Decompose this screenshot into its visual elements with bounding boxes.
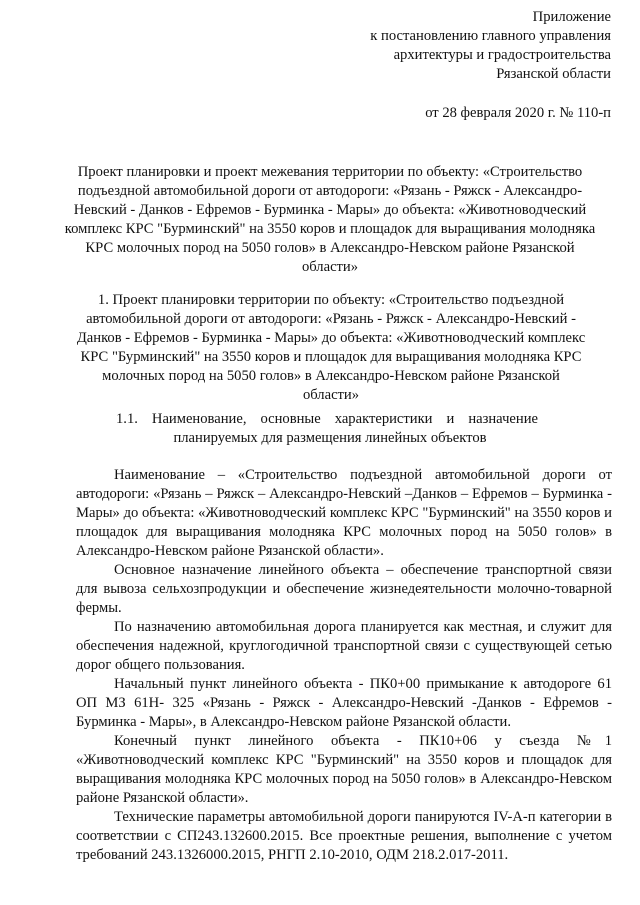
subsection-heading [100,410,560,448]
section-heading: 1. Проект планировки территории по объекту: «Строительство подъездной автомобильной дороги от автодороги: «Рязань - Ряжск - Александро-Невский - Данков - Ефремов - Бурминка - Мары» до объекта: «Животноводческий комплекс КРС "Бурминский" на 3550 коров и площадок для выращивания молодняка КРС молочных пород на 5050 голов» в Александро-Невском районе Рязанской области» [76,292,586,403]
body-text [76,466,612,865]
appendix-line: Рязанской области [496,66,611,82]
appendix-line: архитектуры и градостроительства [393,47,611,63]
subsection-heading-line: планируемых для размещения линейных объектов [173,430,487,446]
appendix-block [370,8,611,84]
paragraph: Основное назначение линейного объекта – обеспечение транспортной связи для вывоза сельхозпродукции и обеспечение жизнедеятельности молочно-товарной фермы. [76,562,612,616]
paragraph: Конечный пункт линейного объекта - ПК10+06 у съезда №1 «Животноводческий комплекс КРС "Бурминский" на 3550 коров и площадок для выращивания молодняка КРС молочных пород на 5050 голов» в Александро-Невском районе Рязанской области». [76,733,612,806]
paragraph: Наименование – «Строительство подъездной автомобильной дороги от автодороги: «Рязань – Ряжск – Александро-Невский –Данков – Ефремов – Бурминка - Мары» до объекта: «Животноводческий комплекс КРС "Бурминский" на 3550 коров и площадок для выращивания молодняка КРС молочных пород на 5050 голов» в Александро-Невском районе Рязанской области». [76,467,612,559]
document-title: Проект планировки и проект межевания территории по объекту: «Строительство подъездной автомобильной дороги от автодороги: «Рязань - Ряжск - Александро-Невский - Данков - Ефремов - Бурминка - Мары» до объекта: «Животноводческий комплекс КРС "Бурминский" на 3550 коров и площадок для выращивания молодняка КРС молочных пород на 5050 голов» в Александро-Невском районе Рязанской области» [64,164,596,275]
paragraph: Технические параметры автомобильной дороги панируются IV-А-п категории в соответствии с СП243.132600.2015. Все проектные решения, выполнение с учетом требований 243.1326000.2015, РНГП 2.10-2010, ОДМ 218.2.017-2011. [76,809,612,863]
paragraph: По назначению автомобильная дорога планируется как местная, и служит для обеспечения надежной, круглогодичной транспортной связи с существующей сетью дорог общего пользования. [76,619,612,673]
order-date: от 28 февраля 2020 г. № 110-п [425,105,611,121]
subsection-heading-line: 1.1. Наименование, основные характеристики и назначение [116,411,538,427]
paragraph: Начальный пункт линейного объекта - ПК0+00 примыкание к автодороге 61 ОП МЗ 61Н- 325 «Рязань - Ряжск - Александро-Невский -Данков - Ефремов - Бурминка - Мары», в Александро-Невском районе Рязанской области. [76,676,612,730]
appendix-line: Приложение [532,9,611,25]
appendix-line: к постановлению главного управления [370,28,611,44]
